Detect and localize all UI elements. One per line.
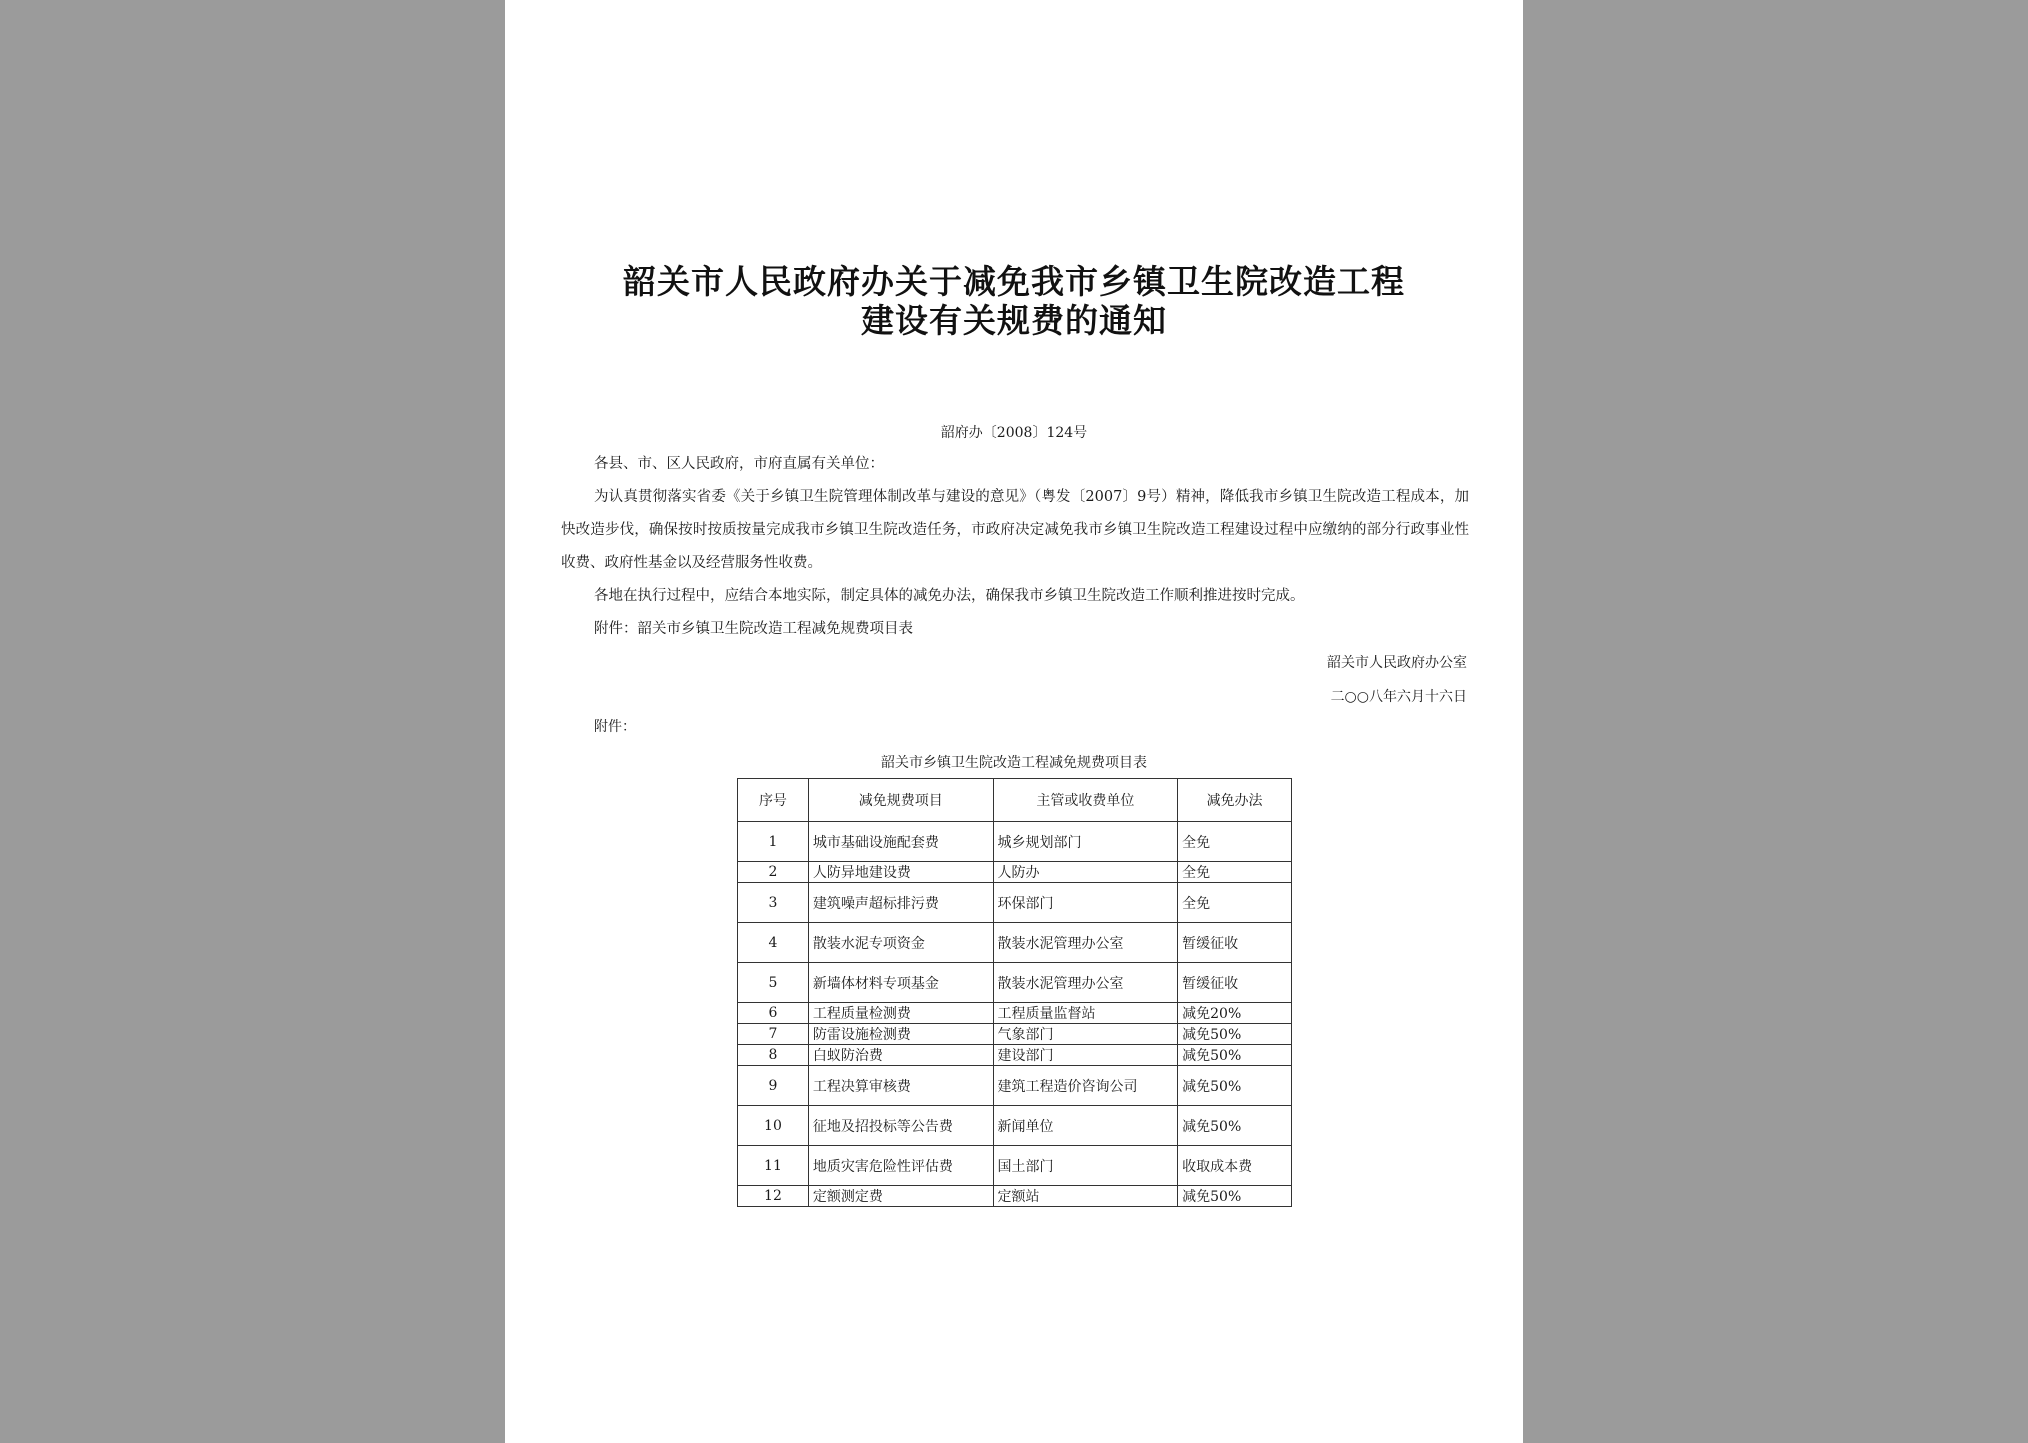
row-no: 5 xyxy=(738,963,809,1003)
row-no: 3 xyxy=(738,883,809,923)
row-no: 11 xyxy=(738,1146,809,1186)
row-dept: 城乡规划部门 xyxy=(993,822,1178,862)
row-item: 白蚁防治费 xyxy=(808,1045,993,1066)
row-dept: 人防办 xyxy=(993,862,1178,883)
row-method: 全免 xyxy=(1178,862,1292,883)
table-row xyxy=(738,1186,1292,1207)
row-item: 散装水泥专项资金 xyxy=(808,923,993,963)
annex-label: 附件： xyxy=(594,719,636,735)
table-row xyxy=(738,963,1292,1003)
row-no: 6 xyxy=(738,1003,809,1024)
row-item: 防雷设施检测费 xyxy=(808,1024,993,1045)
paragraph-1: 为认真贯彻落实省委《关于乡镇卫生院管理体制改革与建设的意见》（粤发〔2007〕9号）精神，降低我市乡镇卫生院改造工程成本，加快改造步伐，确保按时按质按量完成我市乡镇卫生院改造任务，市政府决定减免我市乡镇卫生院改造工程建设过程中应缴纳的部分行政事业性收费、政府性基金以及经营服务性收费。 xyxy=(561,489,1469,571)
row-no: 1 xyxy=(738,822,809,862)
table-row xyxy=(738,822,1292,862)
table-row xyxy=(738,862,1292,883)
row-method: 暂缓征收 xyxy=(1178,923,1292,963)
paragraph-2: 各地在执行过程中，应结合本地实际，制定具体的减免办法，确保我市乡镇卫生院改造工作顺利推进按时完成。 xyxy=(594,588,1305,604)
row-no: 4 xyxy=(738,923,809,963)
issuer: 韶关市人民政府办公室 xyxy=(1327,655,1467,671)
row-no: 10 xyxy=(738,1106,809,1146)
table-row xyxy=(738,1045,1292,1066)
row-item: 城市基础设施配套费 xyxy=(808,822,993,862)
row-dept: 散装水泥管理办公室 xyxy=(993,963,1178,1003)
salutation: 各县、市、区人民政府，市府直属有关单位： xyxy=(594,456,884,472)
row-item: 建筑噪声超标排污费 xyxy=(808,883,993,923)
row-method: 减免50% xyxy=(1178,1024,1292,1045)
row-no: 9 xyxy=(738,1066,809,1106)
row-dept: 散装水泥管理办公室 xyxy=(993,923,1178,963)
row-dept: 新闻单位 xyxy=(993,1106,1178,1146)
table-header-row xyxy=(738,779,1292,822)
document-page xyxy=(505,0,1523,1443)
document-body xyxy=(561,448,1469,646)
row-method: 暂缓征收 xyxy=(1178,963,1292,1003)
row-method: 全免 xyxy=(1178,883,1292,923)
row-method: 减免50% xyxy=(1178,1066,1292,1106)
attachment-line: 附件：韶关市乡镇卫生院改造工程减免规费项目表 xyxy=(594,621,913,637)
table-caption: 韶关市乡镇卫生院改造工程减免规费项目表 xyxy=(881,755,1147,771)
table-row xyxy=(738,1146,1292,1186)
document-number: 韶府办〔2008〕124号 xyxy=(940,425,1088,441)
row-method: 减免50% xyxy=(1178,1186,1292,1207)
row-no: 2 xyxy=(738,862,809,883)
header-dept: 主管或收费单位 xyxy=(993,779,1178,822)
document-title xyxy=(585,262,1443,340)
row-item: 地质灾害危险性评估费 xyxy=(808,1146,993,1186)
row-item: 工程决算审核费 xyxy=(808,1066,993,1106)
table-row xyxy=(738,1003,1292,1024)
row-item: 工程质量检测费 xyxy=(808,1003,993,1024)
row-no: 7 xyxy=(738,1024,809,1045)
table-row xyxy=(738,923,1292,963)
row-dept: 环保部门 xyxy=(993,883,1178,923)
row-method: 减免50% xyxy=(1178,1045,1292,1066)
fee-reduction-table xyxy=(737,778,1292,1207)
row-method: 收取成本费 xyxy=(1178,1146,1292,1186)
row-dept: 气象部门 xyxy=(993,1024,1178,1045)
row-method: 减免20% xyxy=(1178,1003,1292,1024)
row-dept: 建设部门 xyxy=(993,1045,1178,1066)
row-no: 8 xyxy=(738,1045,809,1066)
title-line-1: 韶关市人民政府办关于减免我市乡镇卫生院改造工程 xyxy=(623,262,1405,301)
table-row xyxy=(738,1106,1292,1146)
row-item: 征地及招投标等公告费 xyxy=(808,1106,993,1146)
row-dept: 国土部门 xyxy=(993,1146,1178,1186)
row-dept: 建筑工程造价咨询公司 xyxy=(993,1066,1178,1106)
table-row xyxy=(738,883,1292,923)
row-no: 12 xyxy=(738,1186,809,1207)
row-method: 减免50% xyxy=(1178,1106,1292,1146)
row-method: 全免 xyxy=(1178,822,1292,862)
row-item: 人防异地建设费 xyxy=(808,862,993,883)
header-no: 序号 xyxy=(738,779,809,822)
header-item: 减免规费项目 xyxy=(808,779,993,822)
row-item: 新墙体材料专项基金 xyxy=(808,963,993,1003)
row-dept: 定额站 xyxy=(993,1186,1178,1207)
issue-date: 二○○八年六月十六日 xyxy=(1330,689,1467,705)
header-method: 减免办法 xyxy=(1178,779,1292,822)
title-line-2: 建设有关规费的通知 xyxy=(861,301,1167,340)
table-row xyxy=(738,1066,1292,1106)
table-row xyxy=(738,1024,1292,1045)
row-dept: 工程质量监督站 xyxy=(993,1003,1178,1024)
row-item: 定额测定费 xyxy=(808,1186,993,1207)
